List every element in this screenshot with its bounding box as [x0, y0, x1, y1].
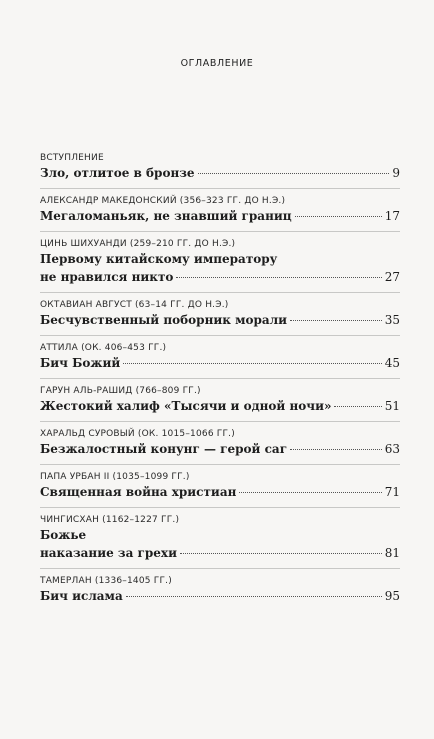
dot-leader — [180, 553, 382, 554]
divider — [40, 464, 400, 465]
dot-leader — [334, 406, 381, 407]
toc-entry — [40, 514, 400, 562]
dot-leader — [290, 320, 382, 321]
entry-title: Зло, отлитое в бронзе — [40, 166, 195, 180]
page-number: 9 — [392, 166, 400, 180]
divider — [40, 231, 400, 232]
entry-title: не нравился никто — [40, 270, 174, 284]
entry-title-row — [40, 311, 400, 329]
entry-title: Жестокий халиф «Тысячи и одной ночи» — [40, 399, 332, 413]
entry-title: Безжалостный конунг — герой саг — [40, 442, 288, 456]
entry-title: Бич Божий — [40, 356, 121, 370]
entry-title-line1: Божье — [40, 528, 87, 542]
toc-entry — [40, 152, 400, 182]
page-number: 27 — [384, 270, 400, 284]
page-number: 81 — [384, 546, 400, 560]
entry-title: наказание за грехи — [40, 546, 177, 560]
toc-entry — [40, 385, 400, 415]
toc-heading: ОГЛАВЛЕНИЕ — [180, 58, 254, 69]
divider — [40, 292, 400, 293]
dot-leader — [123, 363, 381, 364]
toc-entry — [40, 428, 400, 458]
divider — [40, 421, 400, 422]
entry-label: АТТИЛА (ОК. 406–453 ГГ.) — [40, 343, 167, 353]
entry-label: ХАРАЛЬД СУРОВЫЙ (ОК. 1015–1066 ГГ.) — [40, 429, 235, 439]
toc-entry — [40, 471, 400, 501]
entry-title-row — [40, 397, 400, 415]
entry-title: Мегаломаньяк, не знавший границ — [40, 209, 292, 223]
dot-leader — [198, 173, 390, 174]
toc-entry — [40, 299, 400, 329]
entry-label: ТАМЕРЛАН (1336–1405 ГГ.) — [40, 576, 172, 586]
page-number: 45 — [384, 356, 400, 370]
entry-label: ВСТУПЛЕНИЕ — [40, 153, 104, 163]
page-number: 63 — [384, 442, 400, 456]
page-number: 71 — [384, 485, 400, 499]
divider — [40, 335, 400, 336]
entry-label: ЦИНЬ ШИХУАНДИ (259–210 ГГ. ДО Н.Э.) — [40, 239, 236, 249]
entry-title-row — [40, 354, 400, 372]
dot-leader — [126, 596, 382, 597]
entry-title: Священная война христиан — [40, 485, 237, 499]
toc-entry — [40, 238, 400, 286]
toc-entry — [40, 195, 400, 225]
toc-entry — [40, 342, 400, 372]
page-number: 17 — [384, 209, 400, 223]
entry-label: ПАПА УРБАН II (1035–1099 ГГ.) — [40, 472, 190, 482]
page-number: 95 — [384, 589, 400, 603]
toc-entry — [40, 575, 400, 605]
dot-leader — [295, 216, 382, 217]
page-number: 51 — [384, 399, 400, 413]
entry-label: ОКТАВИАН АВГУСТ (63–14 ГГ. ДО Н.Э.) — [40, 300, 229, 310]
entry-title-row — [40, 587, 400, 605]
entry-title-row — [40, 268, 400, 286]
entry-label: ЧИНГИСХАН (1162–1227 ГГ.) — [40, 515, 180, 525]
entry-title-row — [40, 440, 400, 458]
divider — [40, 507, 400, 508]
divider — [40, 568, 400, 569]
entry-label: ГАРУН АЛЬ-РАШИД (766–809 ГГ.) — [40, 386, 201, 396]
dot-leader — [290, 449, 382, 450]
entry-title: Бесчувственный поборник морали — [40, 313, 288, 327]
entry-title: Бич ислама — [40, 589, 123, 603]
entry-title-row — [40, 544, 400, 562]
divider — [40, 378, 400, 379]
entry-title-row — [40, 164, 400, 182]
page-number: 35 — [384, 313, 400, 327]
entry-title-row — [40, 483, 400, 501]
divider — [40, 188, 400, 189]
dot-leader — [176, 277, 381, 278]
entry-title-row — [40, 207, 400, 225]
toc-entries — [40, 152, 400, 605]
dot-leader — [239, 492, 381, 493]
entry-label: АЛЕКСАНДР МАКЕДОНСКИЙ (356–323 ГГ. ДО Н.Э.) — [40, 196, 286, 206]
entry-title-line1: Первому китайскому императору — [40, 252, 278, 266]
